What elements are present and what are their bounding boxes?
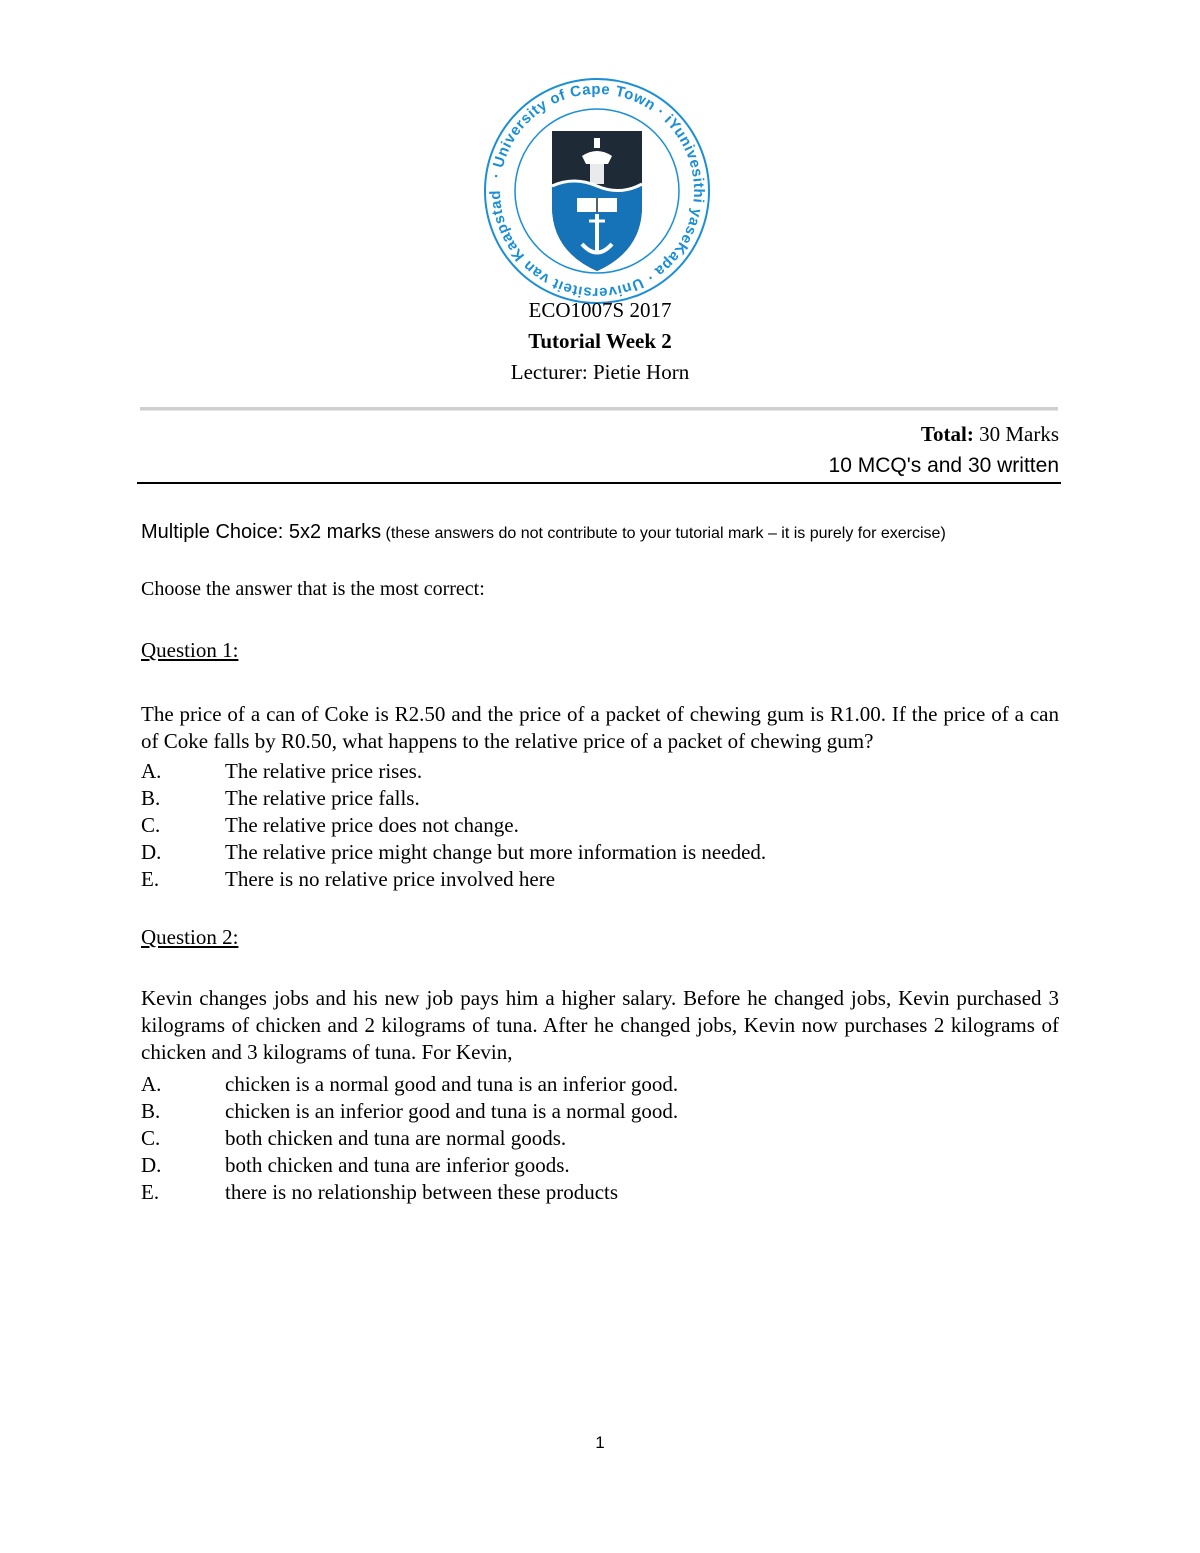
top-divider <box>140 407 1058 411</box>
question-2-heading: Question 2: <box>141 925 239 949</box>
option <box>141 785 1059 812</box>
total-marks <box>921 422 1059 447</box>
lecturer-name: Lecturer: Pietie Horn <box>510 360 690 384</box>
option-letter: E. <box>141 1180 160 1204</box>
option-text: The relative price rises. <box>225 759 423 783</box>
option-text: The relative price falls. <box>225 786 420 810</box>
option-letter: D. <box>141 1153 162 1177</box>
option <box>141 1071 1059 1098</box>
option-text: both chicken and tuna are inferior goods. <box>225 1153 570 1177</box>
option-letter: D. <box>141 840 162 864</box>
option <box>141 1098 1059 1125</box>
option <box>141 758 1059 785</box>
option-letter: C. <box>141 1126 161 1150</box>
total-label: Total: <box>920 422 974 446</box>
bottom-divider <box>137 482 1061 484</box>
option-letter: E. <box>141 867 160 891</box>
question-1-stem: The price of a can of Coke is R2.50 and the price of a packet of chewing gum is R1.00. If the price of a can of Coke falls by R0.50, what happens to the relative price of a packet of chewing gum? <box>141 702 1059 753</box>
question-2-options <box>141 1071 1059 1206</box>
option-letter: A. <box>141 759 162 783</box>
mc-label: Multiple Choice: 5x2 marks <box>141 521 382 543</box>
mc-note: (these answers do not contribute to your tutorial mark – it is purely for exercise) <box>381 525 946 542</box>
logo-ring-text: · University of Cape Town · iYunivesithi yaseKapa · Universiteit van Kaapstad <box>486 80 708 302</box>
course-code: ECO1007S 2017 <box>528 298 672 322</box>
option-letter: A. <box>141 1072 162 1096</box>
option-text: The relative price might change but more information is needed. <box>225 840 767 864</box>
total-value: 30 Marks <box>973 422 1059 446</box>
option-text: The relative price does not change. <box>225 813 519 837</box>
option-text: there is no relationship between these products <box>225 1180 619 1204</box>
multiple-choice-intro <box>141 519 1059 547</box>
tutorial-title: Tutorial Week 2 <box>528 329 672 353</box>
option-text: both chicken and tuna are normal goods. <box>225 1126 567 1150</box>
option <box>141 1152 1059 1179</box>
page-number: 1 <box>595 1433 605 1452</box>
marks-breakdown: 10 MCQ's and 30 written <box>828 454 1059 477</box>
option <box>141 812 1059 839</box>
option <box>141 866 1059 893</box>
question-1-options <box>141 758 1059 893</box>
university-crest-logo <box>482 76 712 306</box>
option-text: There is no relative price involved here <box>225 867 556 891</box>
option <box>141 1179 1059 1206</box>
instruction-text: Choose the answer that is the most correct: <box>141 578 485 600</box>
option-text: chicken is a normal good and tuna is an inferior good. <box>225 1072 679 1096</box>
option-letter: B. <box>141 1099 161 1123</box>
option-letter: B. <box>141 786 161 810</box>
option-letter: C. <box>141 813 161 837</box>
question-2-stem: Kevin changes jobs and his new job pays him a higher salary. Before he changed jobs, Kevin purchased 3 kilograms of chicken and 2 kilograms of tuna. After he changed jobs, Kevin now purchases 2 kilograms of chicken and 3 kilograms of tuna. For Kevin, <box>141 986 1059 1064</box>
option <box>141 1125 1059 1152</box>
question-1-heading: Question 1: <box>141 638 239 662</box>
option-text: chicken is an inferior good and tuna is a normal good. <box>225 1099 679 1123</box>
option <box>141 839 1059 866</box>
